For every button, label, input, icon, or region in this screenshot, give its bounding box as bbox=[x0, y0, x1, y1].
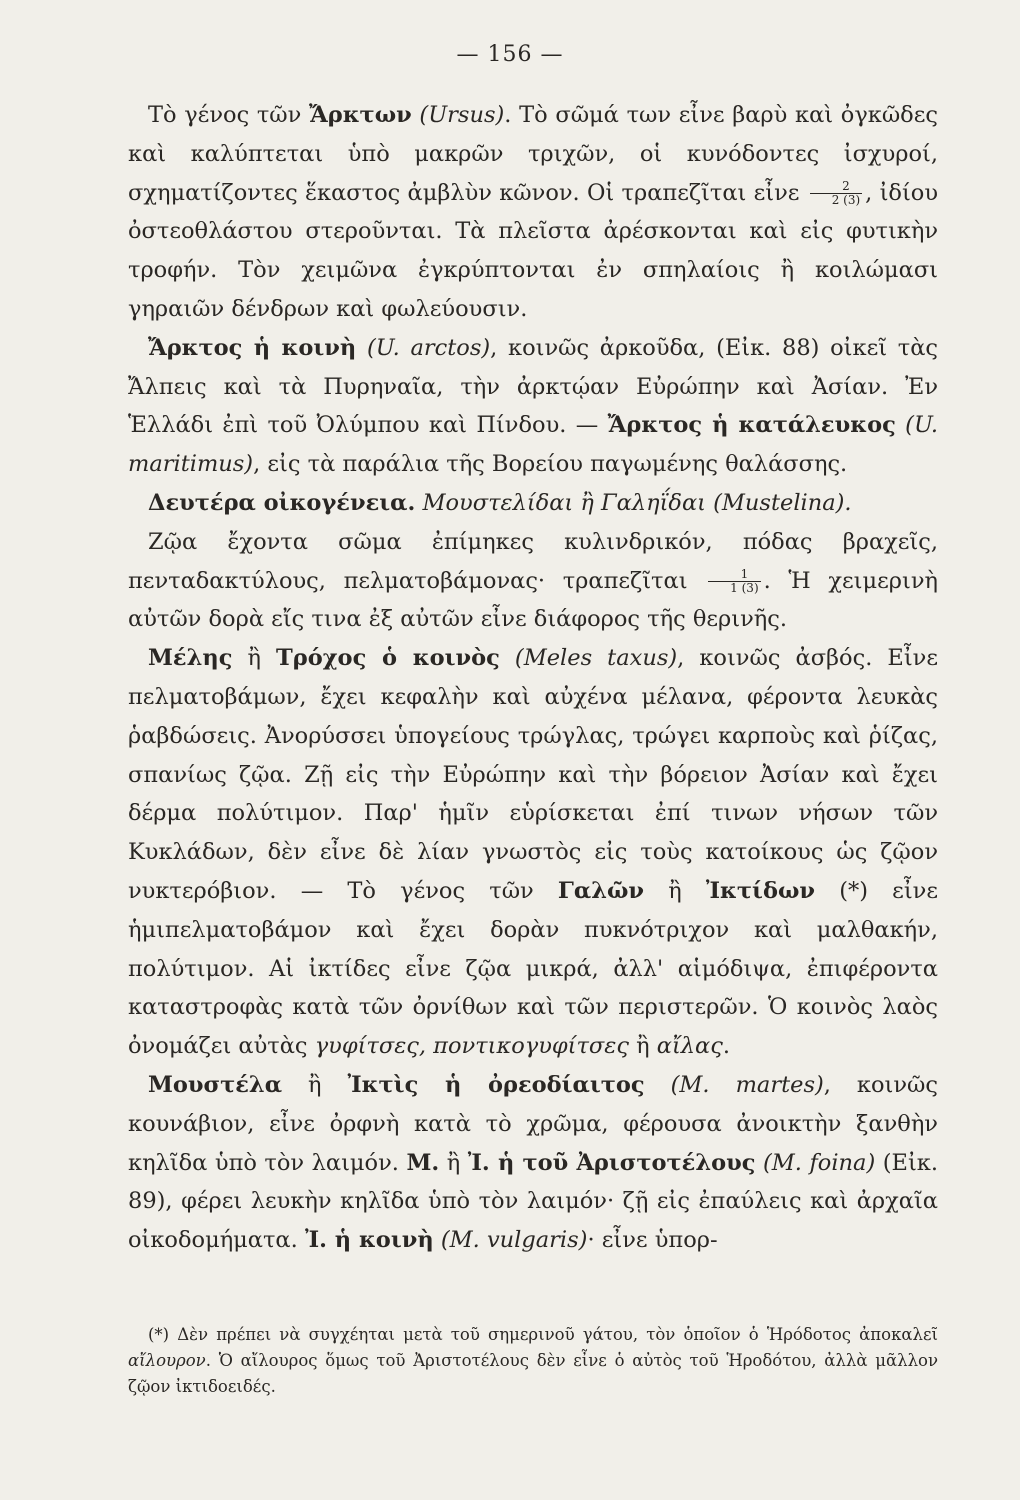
latin-name: (U. arctos) bbox=[356, 334, 491, 361]
common-name: αἴλας bbox=[656, 1033, 723, 1060]
text: ἢ bbox=[439, 1149, 468, 1176]
latin-name: (M. vulgaris) bbox=[433, 1227, 588, 1254]
family-name: Μουστελίδαι ἢ Γαληΐδαι (Mustelina). bbox=[415, 489, 852, 516]
species-term: Ἰ. ἡ κοινὴ bbox=[304, 1227, 434, 1254]
text: ἢ bbox=[282, 1071, 348, 1098]
species-term: Ἰ. ἡ τοῦ Ἀριστοτέλους bbox=[467, 1149, 756, 1176]
text: ἢ bbox=[628, 1033, 657, 1060]
text: , κοινῶς κουνάβιον, εἶνε ὀρφνὴ κατὰ τὸ χρῶμα, φέρουσα ἀνοικτὴν ξανθὴν κηλῖδα ὑπὸ τὸν λαιμόν. bbox=[128, 1071, 938, 1176]
fraction-denominator: 1 (3) bbox=[730, 581, 759, 596]
text: , εἰς τὰ παράλια τῆς Βορείου παγωμένης θαλάσσης. bbox=[253, 451, 848, 478]
paragraph-family-description bbox=[128, 523, 938, 639]
latin-name: (M. foina) bbox=[755, 1149, 876, 1176]
text: , ἰδίου ὀστεοθλάστου στεροῦνται. Τὰ πλεῖστα ἀρέσκονται καὶ εἰς φυτικὴν τροφήν. Τὸν χειμῶνα ἐγκρύπτονται ἐν σπηλαίοις ἢ κοιλώμασι γηραιῶν δένδρων καὶ φωλεύουσιν. bbox=[128, 179, 939, 322]
text: (Εἰκ. 89), φέρει λευκὴν κηλῖδα ὑπὸ τὸν λαιμόν· ζῇ εἰς ἐπαύλεις καὶ ἀρχαῖα οἰκοδομήματα. bbox=[128, 1149, 938, 1254]
species-term: Ἄρκτος ἡ κατάλευκος bbox=[607, 412, 896, 439]
latin-name: (Meles taxus) bbox=[499, 645, 678, 672]
latin-name: (U. maritimus) bbox=[128, 412, 939, 478]
fraction bbox=[708, 568, 760, 595]
latin-name: (Ursus) bbox=[411, 102, 505, 128]
fraction-numerator: 1 bbox=[708, 568, 760, 582]
species-term: Τρόχος ὁ κοινὸς bbox=[276, 645, 500, 672]
paragraph-family-heading bbox=[128, 484, 938, 523]
fraction-numerator: 2 bbox=[810, 180, 862, 194]
genus-term: Γαλῶν bbox=[557, 877, 645, 904]
text: (*) εἶνε ἡμιπελματοβάμον καὶ ἔχει δορὰν πυκνότριχον καὶ μαλθακήν, πολύτιμον. Αἱ ἰκτίδες εἶνε ζῷα μικρά, ἀλλ' αἱμόδιψα, ἐπιφέροντα καταστροφὰς κατὰ τῶν ὀρνίθων καὶ τῶν περιστερῶν. Ὁ κοινὸς λαὸς ὀνομάζει αὐτὰς bbox=[128, 877, 938, 1060]
text: . Τὸ σῶμά των εἶνε βαρὺ καὶ ὀγκῶδες καὶ καλύπτεται ὑπὸ μακρῶν τριχῶν, οἱ κυνόδοντες ἰσχυροί, σχηματίζοντες ἕκαστος ἀμβλὺν κῶνον. Οἱ τραπεζῖται εἶνε bbox=[128, 102, 938, 206]
latin-name: (M. martes) bbox=[644, 1071, 824, 1098]
page-number: — 156 — bbox=[456, 42, 564, 67]
genus-term: Ἰκτίδων bbox=[705, 877, 815, 904]
paragraph-meles bbox=[128, 639, 938, 1066]
fraction-denominator: 2 (3) bbox=[831, 193, 861, 208]
text: ἢ bbox=[644, 877, 706, 904]
main-text bbox=[128, 96, 938, 1260]
text: (*) Δὲν πρέπει νὰ συγχέηται μετὰ τοῦ σημερινοῦ γάτου, τὸν ὁποῖον ὁ Ἡρόδοτος ἀποκαλεῖ bbox=[148, 1325, 938, 1344]
text: , κοινῶς ἀσβός. Εἶνε πελματοβάμων, ἔχει κεφαλὴν καὶ αὐχένα μέλανα, φέροντα λευκὰς ῥαβδώσεις. Ἀνορύσσει ὑπογείους τρώγλας, τρώγει καρποὺς καὶ ῥίζας, σπανίως ζῷα. Ζῇ εἰς τὴν Εὐρώπην καὶ τὴν βόρειον Ἀσίαν καὶ ἔχει δέρμα πολύτιμον. Παρ' ἡμῖν εὑρίσκεται ἐπί τινων νήσων τῶν Κυκλάδων, δὲν εἶνε δὲ λίαν γνωστὸς εἰς τοὺς κατοίκους ὡς ζῷον νυκτερόβιον. — Τὸ γένος τῶν bbox=[128, 645, 939, 904]
species-term: Μουστέλα bbox=[148, 1071, 283, 1098]
common-names: γυφίτσες, ποντικογυφίτσες bbox=[314, 1033, 629, 1060]
fraction bbox=[810, 180, 862, 207]
text: ἢ bbox=[232, 645, 277, 672]
species-term: Μέλης bbox=[148, 645, 233, 672]
species-term: Μ. bbox=[406, 1149, 440, 1176]
genus-term: Ἄρκτων bbox=[309, 102, 412, 128]
footnote-text bbox=[128, 1322, 938, 1400]
footnote bbox=[128, 1322, 938, 1400]
text: · εἶνε ὑπορ- bbox=[587, 1227, 718, 1254]
paragraph-martes bbox=[128, 1066, 938, 1260]
text: Τὸ γένος τῶν bbox=[148, 102, 310, 128]
species-term: Ἰκτὶς ἡ ὀρεοδίαιτος bbox=[347, 1071, 645, 1098]
family-heading: Δευτέρα οἰκογένεια. bbox=[148, 489, 416, 516]
paragraph-ursus bbox=[128, 96, 938, 329]
text: Ζῷα ἔχοντα σῶμα ἐπίμηκες κυλινδρικόν, πόδας βραχεῖς, πενταδακτύλους, πελματοβάμονας· τραπεζῖται bbox=[128, 528, 938, 594]
paragraph-arctos bbox=[128, 329, 938, 484]
text: . bbox=[722, 1033, 730, 1060]
text: . Ἡ χειμερινὴ αὐτῶν δορὰ εἴς τινα ἐξ αὐτῶν εἶνε διάφορος τῆς θερινῆς. bbox=[128, 567, 938, 633]
species-term: Ἄρκτος ἡ κοινὴ bbox=[148, 334, 357, 361]
text: , κοινῶς ἀρκοῦδα, (Εἰκ. 88) οἰκεῖ τὰς Ἄλπεις καὶ τὰ Πυρηναῖα, τὴν ἀρκτῴαν Εὐρώπην καὶ Ἀσίαν. Ἐν Ἑλλάδι ἐπὶ τοῦ Ὀλύμπου καὶ Πίνδου. — bbox=[128, 334, 938, 439]
term: αἴλουρον bbox=[128, 1351, 206, 1370]
text: . Ὁ αἴλουρος ὅμως τοῦ Ἀριστοτέλους δὲν εἶνε ὁ αὐτὸς τοῦ Ἡροδότου, ἀλλὰ μᾶλλον ζῷον ἰκτιδοειδές. bbox=[128, 1351, 938, 1396]
